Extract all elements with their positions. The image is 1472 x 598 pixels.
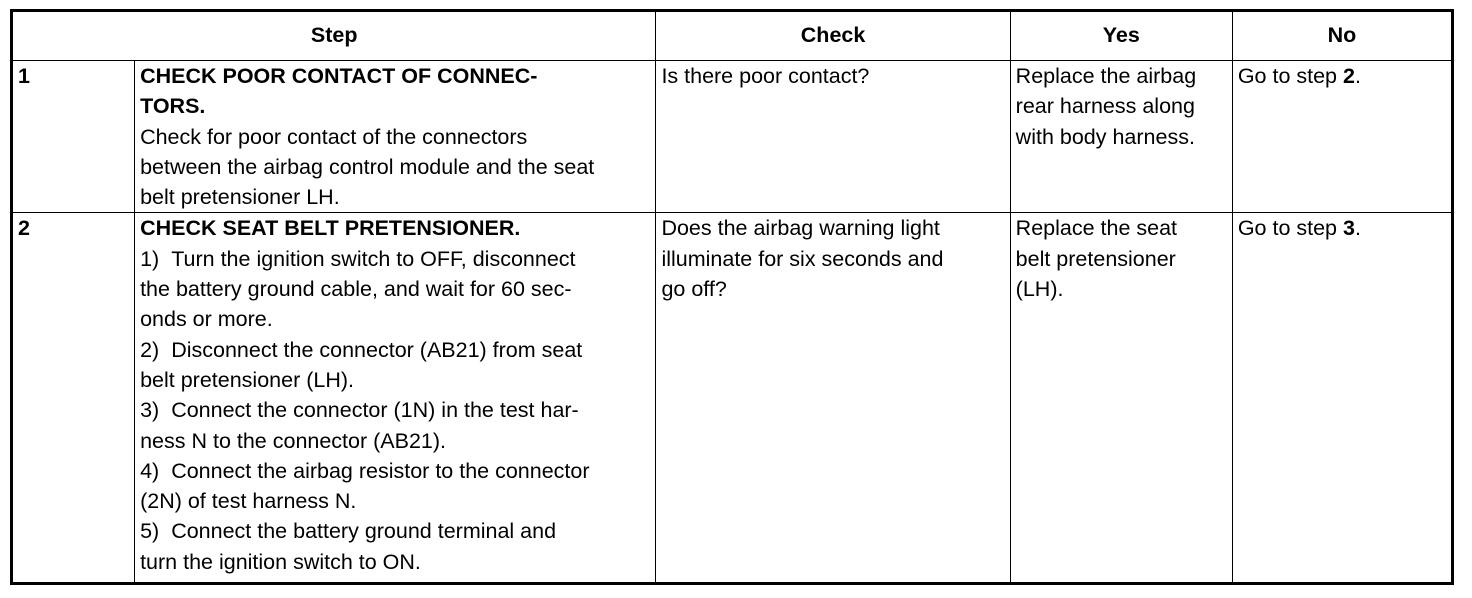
substep-number: 5) <box>140 519 160 544</box>
header-step: Step <box>12 11 656 61</box>
check-cell: Does the airbag warning light illuminate for six seconds and go off? <box>656 213 1010 584</box>
step-title: CHECK SEAT BELT PRETENSIONER. <box>140 216 521 241</box>
step-description: CHECK SEAT BELT PRETENSIONER. 1) Turn the ignition switch to OFF, disconnect the battery ground cable, and wait for 60 sec- onds or more. 2) Disconnect the connector (AB21) from seat belt pretensioner (LH). 3) Connect the connector (1N) in the test har- ness N to the connector (AB21). 4) Connect the airbag resistor to the connector (2N) of test harness N. 5) Connect the battery ground terminal and turn the ignition switch to ON. <box>135 213 656 584</box>
diagnostic-table <box>10 9 1454 585</box>
goto-step-link[interactable]: 2 <box>1342 64 1355 88</box>
step-number: 2 <box>12 213 135 584</box>
yes-cell: Replace the seat belt pretensioner (LH). <box>1010 213 1232 584</box>
step-title: CHECK POOR CONTACT OF CONNEC- <box>140 64 538 88</box>
header-row <box>12 11 1453 61</box>
substep-number: 1) <box>140 246 160 271</box>
yes-cell: Replace the airbag rear harness along with body harness. <box>1010 61 1232 213</box>
goto-step-link[interactable]: 3 <box>1342 216 1355 241</box>
step-title: TORS. <box>140 94 206 119</box>
substep-number: 2) <box>140 337 160 362</box>
step-description <box>135 61 656 213</box>
step-body-line: belt pretensioner LH. <box>140 185 340 210</box>
diagnostic-procedure-sheet <box>10 9 1454 585</box>
substep-number: 4) <box>140 458 160 483</box>
table-row <box>12 61 1453 213</box>
step-body-line: between the airbag control module and the seat <box>140 154 595 179</box>
step-body-line: Check for poor contact of the connectors <box>140 124 528 149</box>
check-cell: Is there poor contact? <box>656 61 1010 213</box>
header-no: No <box>1232 11 1452 61</box>
header-check: Check <box>656 11 1010 61</box>
no-cell: Go to step 2. <box>1232 61 1452 213</box>
substep-number: 3) <box>140 398 160 423</box>
table-row <box>12 213 1453 584</box>
header-yes: Yes <box>1010 11 1232 61</box>
no-cell: Go to step 3. <box>1232 213 1452 584</box>
step-number: 1 <box>12 61 135 213</box>
